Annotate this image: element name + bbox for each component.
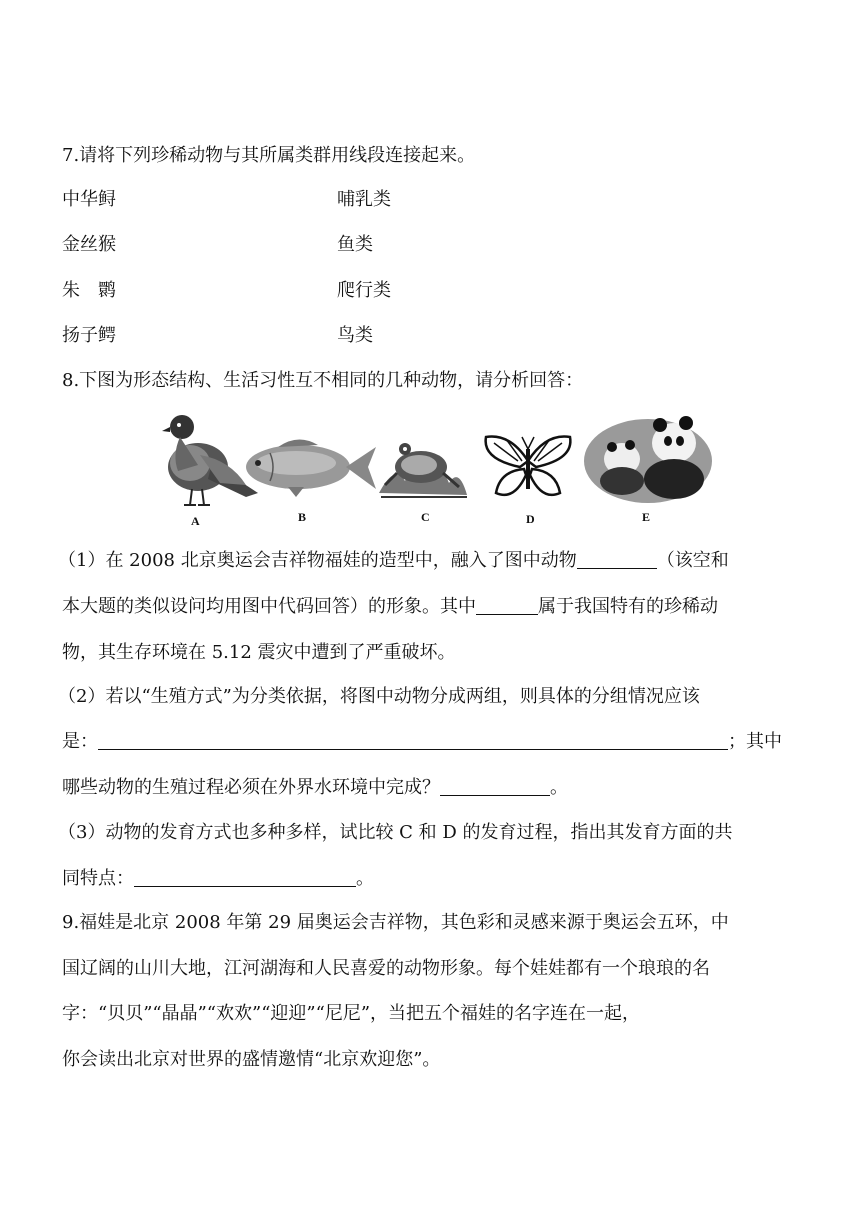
q7-class: 哺乳类 <box>337 189 391 210</box>
q7-animal: 中华鲟 <box>62 189 116 210</box>
q8-part1-line3: 物，其生存环境在 5.12 震灾中遭到了严重破坏。 <box>62 642 456 663</box>
q8-text: 哪些动物的生殖过程必须在外界水环境中完成？ <box>62 777 440 798</box>
frog-illustration <box>375 423 471 503</box>
answer-blank-rare-animal[interactable] <box>476 594 538 615</box>
q8-text: 本大题的类似设问均用图中代码回答）的形象。其中 <box>62 596 476 617</box>
q8-part2-line1: （2）若以“生殖方式”为分类依据，将图中动物分成两组，则具体的分组情况应该 <box>58 686 700 707</box>
butterfly-illustration <box>480 431 576 503</box>
q7-row <box>62 187 391 213</box>
q8-text: 。 <box>550 777 568 798</box>
q8-text: （1）在 2008 北京奥运会吉祥物福娃的造型中，融入了图中动物 <box>58 550 577 571</box>
q7-row <box>62 278 391 304</box>
answer-blank-development[interactable] <box>134 866 356 887</box>
q8-text: 。 <box>356 868 374 889</box>
q9-line1: 9.福娃是北京 2008 年第 29 届奥运会吉祥物，其色彩和灵感来源于奥运会五环，中 <box>62 912 729 933</box>
q8-text: 属于我国特有的珍稀动 <box>538 596 718 617</box>
q7-class: 鱼类 <box>337 234 373 255</box>
q8-text: 是： <box>62 731 98 752</box>
q8-text: ；其中 <box>728 731 782 752</box>
figure-label-a: A <box>191 514 200 528</box>
figure-label-b: B <box>298 510 307 524</box>
q8-text: 同特点： <box>62 868 134 889</box>
q7-animal: 金丝猴 <box>62 234 116 255</box>
q7-row <box>62 323 373 349</box>
q7-stem: 7.请将下列珍稀动物与其所属类群用线段连接起来。 <box>62 145 476 166</box>
q7-animal: 扬子鳄 <box>62 325 116 346</box>
q7-row <box>62 232 373 258</box>
q8-part2-line3 <box>62 775 568 801</box>
q9-line4: 你会读出北京对世界的盛情邀情“北京欢迎您”。 <box>62 1049 441 1070</box>
q8-part3-line2 <box>62 866 374 892</box>
q7-class: 爬行类 <box>337 280 391 301</box>
q9-line2: 国辽阔的山川大地，江河湖海和人民喜爱的动物形象。每个娃娃都有一个琅琅的名 <box>62 958 710 979</box>
q8-part1-line1 <box>58 548 729 574</box>
q8-stem: 8.下图为形态结构、生活习性互不相同的几种动物，请分析回答： <box>62 370 584 391</box>
q7-class: 鸟类 <box>337 325 373 346</box>
answer-blank-mascot-animal[interactable] <box>577 548 657 569</box>
answer-blank-grouping[interactable] <box>98 729 728 750</box>
q9-line3: 字：“贝贝”“晶晶”“欢欢”“迎迎”“尼尼”，当把五个福娃的名字连在一起， <box>62 1003 641 1024</box>
figure-label-c: C <box>421 510 430 524</box>
answer-blank-water-reproduction[interactable] <box>440 775 550 796</box>
figure-label-e: E <box>642 510 651 524</box>
figure-label-d: D <box>526 512 535 526</box>
q8-part3-line1: （3）动物的发育方式也多种多样，试比较 C 和 D 的发育过程，指出其发育方面的共 <box>58 822 733 843</box>
animals-figure <box>140 405 720 535</box>
q8-text: （该空和 <box>656 550 729 571</box>
q8-part1-line2 <box>62 594 718 620</box>
panda-illustration <box>582 409 714 505</box>
fish-illustration <box>238 433 378 499</box>
q7-animal: 朱 鹮 <box>62 280 116 301</box>
q8-part2-line2 <box>62 729 782 755</box>
